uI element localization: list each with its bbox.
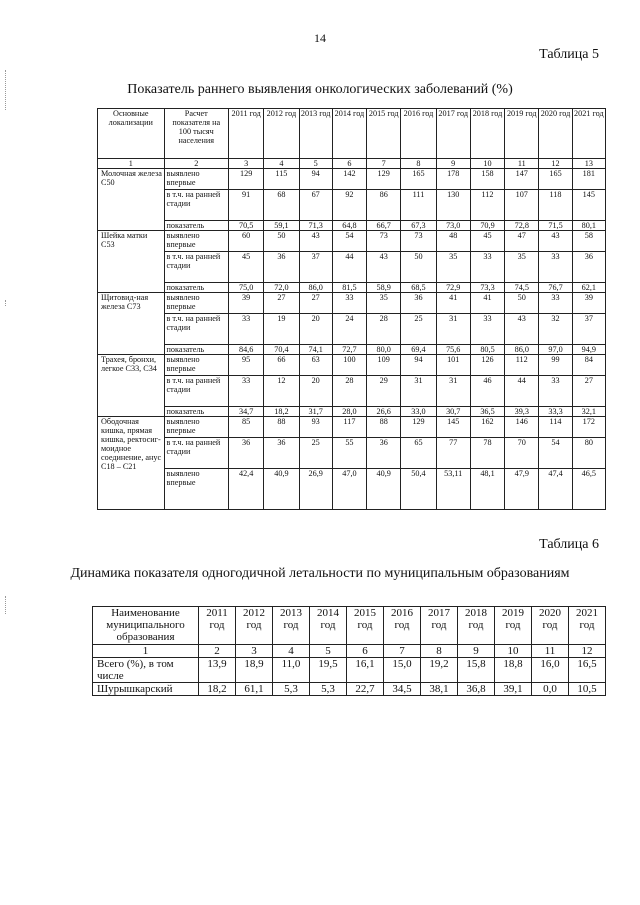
table6-title: Динамика показателя одногодичной летальности по муниципальным образованиям <box>70 566 570 581</box>
calculation-cell: показатель <box>164 221 229 231</box>
column-number-cell: 2 <box>199 645 236 658</box>
value-cell: 0,0 <box>532 683 569 696</box>
value-cell: 35 <box>367 293 401 314</box>
table5-row <box>98 407 606 417</box>
value-cell: 36 <box>264 252 299 283</box>
table6-header-row <box>93 607 606 645</box>
value-cell: 84,6 <box>229 345 264 355</box>
value-cell: 94 <box>299 169 332 190</box>
column-number-cell: 1 <box>93 645 199 658</box>
value-cell: 178 <box>436 169 470 190</box>
table5-row <box>98 252 606 283</box>
value-cell: 27 <box>299 293 332 314</box>
value-cell: 33 <box>470 252 504 283</box>
table6-row <box>93 683 606 696</box>
value-cell: 85 <box>229 417 264 438</box>
table6-header-cell: 2011 год <box>199 607 236 645</box>
value-cell: 74,1 <box>299 345 332 355</box>
value-cell: 60 <box>229 231 264 252</box>
value-cell: 71,3 <box>299 221 332 231</box>
table6-header-cell: 2015 год <box>347 607 384 645</box>
column-number-cell: 2 <box>164 159 229 169</box>
table5-row <box>98 355 606 376</box>
calculation-cell: показатель <box>164 345 229 355</box>
table5-row <box>98 221 606 231</box>
value-cell: 37 <box>572 314 605 345</box>
value-cell: 36 <box>401 293 436 314</box>
table6-header-cell: 2018 год <box>458 607 495 645</box>
value-cell: 70 <box>505 438 539 469</box>
table5-header-cell: 2011 год <box>229 109 264 159</box>
value-cell: 130 <box>436 190 470 221</box>
value-cell: 20 <box>299 376 332 407</box>
value-cell: 39,1 <box>495 683 532 696</box>
column-number-cell: 9 <box>436 159 470 169</box>
value-cell: 75,6 <box>436 345 470 355</box>
value-cell: 75,0 <box>229 283 264 293</box>
value-cell: 97,0 <box>539 345 572 355</box>
value-cell: 11,0 <box>273 658 310 683</box>
value-cell: 29 <box>367 376 401 407</box>
column-number-cell: 12 <box>539 159 572 169</box>
value-cell: 33 <box>332 293 366 314</box>
value-cell: 33,0 <box>401 407 436 417</box>
value-cell: 38,1 <box>421 683 458 696</box>
value-cell: 62,1 <box>572 283 605 293</box>
table6 <box>92 606 606 696</box>
value-cell: 73 <box>367 231 401 252</box>
calculation-cell: выявлено впервые <box>164 293 229 314</box>
value-cell: 111 <box>401 190 436 221</box>
value-cell: 114 <box>539 417 572 438</box>
value-cell: 165 <box>401 169 436 190</box>
value-cell: 36 <box>367 438 401 469</box>
value-cell: 61,1 <box>236 683 273 696</box>
value-cell: 165 <box>539 169 572 190</box>
table5-row <box>98 231 606 252</box>
value-cell: 147 <box>505 169 539 190</box>
column-number-cell: 8 <box>401 159 436 169</box>
value-cell: 31 <box>436 376 470 407</box>
value-cell: 46,5 <box>572 469 605 510</box>
value-cell: 33 <box>470 314 504 345</box>
value-cell: 16,0 <box>532 658 569 683</box>
value-cell: 94 <box>401 355 436 376</box>
calculation-cell: выявлено впервые <box>164 355 229 376</box>
value-cell: 35 <box>436 252 470 283</box>
value-cell: 73,3 <box>470 283 504 293</box>
localization-cell: Трахея, бронхи, легкое С33, С34 <box>98 355 165 417</box>
table5-row <box>98 469 606 510</box>
value-cell: 101 <box>436 355 470 376</box>
value-cell: 86,0 <box>505 345 539 355</box>
value-cell: 16,5 <box>569 658 606 683</box>
value-cell: 15,8 <box>458 658 495 683</box>
value-cell: 43 <box>299 231 332 252</box>
value-cell: 50,4 <box>401 469 436 510</box>
value-cell: 47,4 <box>539 469 572 510</box>
table5 <box>97 108 606 510</box>
value-cell: 69,4 <box>401 345 436 355</box>
value-cell: 145 <box>572 190 605 221</box>
value-cell: 32,1 <box>572 407 605 417</box>
table6-header-cell: 2012 год <box>236 607 273 645</box>
value-cell: 39 <box>572 293 605 314</box>
value-cell: 24 <box>332 314 366 345</box>
value-cell: 45 <box>229 252 264 283</box>
value-cell: 33,3 <box>539 407 572 417</box>
table5-label: Таблица 5 <box>539 47 599 62</box>
value-cell: 72,0 <box>264 283 299 293</box>
value-cell: 100 <box>332 355 366 376</box>
column-number-cell: 12 <box>569 645 606 658</box>
value-cell: 142 <box>332 169 366 190</box>
column-number-cell: 7 <box>367 159 401 169</box>
value-cell: 67,3 <box>401 221 436 231</box>
value-cell: 27 <box>264 293 299 314</box>
value-cell: 36 <box>264 438 299 469</box>
value-cell: 39,3 <box>505 407 539 417</box>
table5-row <box>98 438 606 469</box>
value-cell: 18,2 <box>199 683 236 696</box>
value-cell: 146 <box>505 417 539 438</box>
value-cell: 25 <box>401 314 436 345</box>
table5-number-row <box>98 159 606 169</box>
value-cell: 73 <box>401 231 436 252</box>
table5-header-cell: 2015 год <box>367 109 401 159</box>
table5-header-cell: 2018 год <box>470 109 504 159</box>
table5-row <box>98 190 606 221</box>
value-cell: 70,4 <box>264 345 299 355</box>
value-cell: 43 <box>367 252 401 283</box>
value-cell: 31 <box>401 376 436 407</box>
calculation-cell: в т.ч. на ранней стадии <box>164 314 229 345</box>
table6-row <box>93 658 606 683</box>
value-cell: 26,6 <box>367 407 401 417</box>
column-number-cell: 10 <box>495 645 532 658</box>
value-cell: 77 <box>436 438 470 469</box>
table6-header-cell: 2020 год <box>532 607 569 645</box>
column-number-cell: 3 <box>236 645 273 658</box>
value-cell: 34,5 <box>384 683 421 696</box>
value-cell: 80,0 <box>367 345 401 355</box>
value-cell: 74,5 <box>505 283 539 293</box>
table6-header-cell: 2014 год <box>310 607 347 645</box>
value-cell: 91 <box>229 190 264 221</box>
table6-header-cell: 2017 год <box>421 607 458 645</box>
value-cell: 86,0 <box>299 283 332 293</box>
localization-cell: Щитовид-ная железа С73 <box>98 293 165 355</box>
column-number-cell: 10 <box>470 159 504 169</box>
value-cell: 45 <box>470 231 504 252</box>
value-cell: 181 <box>572 169 605 190</box>
value-cell: 32 <box>539 314 572 345</box>
calculation-cell: выявлено впервые <box>164 231 229 252</box>
value-cell: 115 <box>264 169 299 190</box>
value-cell: 80,1 <box>572 221 605 231</box>
value-cell: 63 <box>299 355 332 376</box>
value-cell: 18,8 <box>495 658 532 683</box>
value-cell: 44 <box>505 376 539 407</box>
value-cell: 72,7 <box>332 345 366 355</box>
value-cell: 66,7 <box>367 221 401 231</box>
table5-row <box>98 293 606 314</box>
table5-header-cell: 2019 год <box>505 109 539 159</box>
value-cell: 37 <box>299 252 332 283</box>
value-cell: 76,7 <box>539 283 572 293</box>
value-cell: 41 <box>436 293 470 314</box>
value-cell: 5,3 <box>310 683 347 696</box>
value-cell: 68 <box>264 190 299 221</box>
table5-header-cell: Основные локализации <box>98 109 165 159</box>
value-cell: 86 <box>367 190 401 221</box>
table5-row <box>98 169 606 190</box>
calculation-cell: выявлено впервые <box>164 469 229 510</box>
scan-margin-mark <box>5 596 8 614</box>
value-cell: 18,2 <box>264 407 299 417</box>
column-number-cell: 11 <box>532 645 569 658</box>
value-cell: 19 <box>264 314 299 345</box>
calculation-cell: выявлено впервые <box>164 417 229 438</box>
municipality-name-cell: Всего (%), в том числе <box>93 658 199 683</box>
value-cell: 126 <box>470 355 504 376</box>
value-cell: 129 <box>401 417 436 438</box>
value-cell: 25 <box>299 438 332 469</box>
value-cell: 39 <box>229 293 264 314</box>
value-cell: 68,5 <box>401 283 436 293</box>
localization-cell: Ободочная кишка, прямая кишка, ректосиг-моидное соединение, анус С18 – С21 <box>98 417 165 510</box>
value-cell: 33 <box>229 376 264 407</box>
value-cell: 53,11 <box>436 469 470 510</box>
localization-cell: Молочная железа С50 <box>98 169 165 231</box>
value-cell: 22,7 <box>347 683 384 696</box>
value-cell: 36 <box>572 252 605 283</box>
table5-header-cell: 2016 год <box>401 109 436 159</box>
value-cell: 31 <box>436 314 470 345</box>
value-cell: 46 <box>470 376 504 407</box>
value-cell: 118 <box>539 190 572 221</box>
value-cell: 5,3 <box>273 683 310 696</box>
table5-row <box>98 283 606 293</box>
column-number-cell: 5 <box>310 645 347 658</box>
value-cell: 71,5 <box>539 221 572 231</box>
value-cell: 59,1 <box>264 221 299 231</box>
column-number-cell: 5 <box>299 159 332 169</box>
column-number-cell: 7 <box>384 645 421 658</box>
table5-row <box>98 314 606 345</box>
value-cell: 50 <box>264 231 299 252</box>
value-cell: 70,5 <box>229 221 264 231</box>
value-cell: 43 <box>539 231 572 252</box>
value-cell: 42,4 <box>229 469 264 510</box>
value-cell: 70,9 <box>470 221 504 231</box>
value-cell: 88 <box>367 417 401 438</box>
value-cell: 72,8 <box>505 221 539 231</box>
value-cell: 12 <box>264 376 299 407</box>
table5-header-cell: 2012 год <box>264 109 299 159</box>
value-cell: 58,9 <box>367 283 401 293</box>
value-cell: 65 <box>401 438 436 469</box>
value-cell: 78 <box>470 438 504 469</box>
value-cell: 36 <box>229 438 264 469</box>
value-cell: 36,5 <box>470 407 504 417</box>
column-number-cell: 6 <box>332 159 366 169</box>
calculation-cell: выявлено впервые <box>164 169 229 190</box>
column-number-cell: 13 <box>572 159 605 169</box>
value-cell: 55 <box>332 438 366 469</box>
value-cell: 47 <box>505 231 539 252</box>
value-cell: 72,9 <box>436 283 470 293</box>
value-cell: 43 <box>505 314 539 345</box>
column-number-cell: 4 <box>273 645 310 658</box>
value-cell: 112 <box>470 190 504 221</box>
value-cell: 31,7 <box>299 407 332 417</box>
value-cell: 47,0 <box>332 469 366 510</box>
value-cell: 40,9 <box>367 469 401 510</box>
column-number-cell: 11 <box>505 159 539 169</box>
value-cell: 73,0 <box>436 221 470 231</box>
value-cell: 40,9 <box>264 469 299 510</box>
value-cell: 41 <box>470 293 504 314</box>
value-cell: 16,1 <box>347 658 384 683</box>
value-cell: 50 <box>401 252 436 283</box>
value-cell: 48,1 <box>470 469 504 510</box>
value-cell: 18,9 <box>236 658 273 683</box>
value-cell: 34,7 <box>229 407 264 417</box>
value-cell: 129 <box>229 169 264 190</box>
value-cell: 44 <box>332 252 366 283</box>
column-number-cell: 4 <box>264 159 299 169</box>
value-cell: 19,2 <box>421 658 458 683</box>
value-cell: 99 <box>539 355 572 376</box>
value-cell: 28 <box>367 314 401 345</box>
calculation-cell: показатель <box>164 407 229 417</box>
value-cell: 15,0 <box>384 658 421 683</box>
table6-header-cell: Наименование муниципального образования <box>93 607 199 645</box>
table5-row <box>98 345 606 355</box>
value-cell: 145 <box>436 417 470 438</box>
calculation-cell: в т.ч. на ранней стадии <box>164 252 229 283</box>
value-cell: 84 <box>572 355 605 376</box>
table6-number-row <box>93 645 606 658</box>
column-number-cell: 3 <box>229 159 264 169</box>
scan-margin-mark <box>5 300 8 306</box>
value-cell: 107 <box>505 190 539 221</box>
value-cell: 81,5 <box>332 283 366 293</box>
value-cell: 19,5 <box>310 658 347 683</box>
municipality-name-cell: Шурышкарский <box>93 683 199 696</box>
calculation-cell: в т.ч. на ранней стадии <box>164 376 229 407</box>
table5-header-cell: 2014 год <box>332 109 366 159</box>
value-cell: 28,0 <box>332 407 366 417</box>
column-number-cell: 9 <box>458 645 495 658</box>
table6-label: Таблица 6 <box>539 537 599 552</box>
value-cell: 95 <box>229 355 264 376</box>
value-cell: 93 <box>299 417 332 438</box>
value-cell: 129 <box>367 169 401 190</box>
table5-row <box>98 417 606 438</box>
value-cell: 117 <box>332 417 366 438</box>
calculation-cell: в т.ч. на ранней стадии <box>164 190 229 221</box>
value-cell: 92 <box>332 190 366 221</box>
value-cell: 112 <box>505 355 539 376</box>
table6-header-cell: 2019 год <box>495 607 532 645</box>
table5-header-cell: Расчет показателя на 100 тысяч населения <box>164 109 229 159</box>
value-cell: 33 <box>539 293 572 314</box>
table5-header-cell: 2020 год <box>539 109 572 159</box>
value-cell: 28 <box>332 376 366 407</box>
value-cell: 33 <box>229 314 264 345</box>
value-cell: 172 <box>572 417 605 438</box>
table5-header-row <box>98 109 606 159</box>
column-number-cell: 1 <box>98 159 165 169</box>
value-cell: 94,9 <box>572 345 605 355</box>
localization-cell: Шейка матки С53 <box>98 231 165 293</box>
value-cell: 64,8 <box>332 221 366 231</box>
table5-row <box>98 376 606 407</box>
value-cell: 26,9 <box>299 469 332 510</box>
value-cell: 13,9 <box>199 658 236 683</box>
value-cell: 33 <box>539 252 572 283</box>
page-number: 14 <box>314 31 326 45</box>
value-cell: 33 <box>539 376 572 407</box>
value-cell: 54 <box>332 231 366 252</box>
value-cell: 36,8 <box>458 683 495 696</box>
value-cell: 67 <box>299 190 332 221</box>
value-cell: 162 <box>470 417 504 438</box>
value-cell: 30,7 <box>436 407 470 417</box>
column-number-cell: 6 <box>347 645 384 658</box>
calculation-cell: в т.ч. на ранней стадии <box>164 438 229 469</box>
value-cell: 54 <box>539 438 572 469</box>
value-cell: 47,9 <box>505 469 539 510</box>
value-cell: 158 <box>470 169 504 190</box>
value-cell: 80,5 <box>470 345 504 355</box>
table6-header-cell: 2016 год <box>384 607 421 645</box>
value-cell: 27 <box>572 376 605 407</box>
value-cell: 58 <box>572 231 605 252</box>
value-cell: 109 <box>367 355 401 376</box>
table5-header-cell: 2013 год <box>299 109 332 159</box>
value-cell: 48 <box>436 231 470 252</box>
value-cell: 20 <box>299 314 332 345</box>
table5-header-cell: 2017 год <box>436 109 470 159</box>
table5-header-cell: 2021 год <box>572 109 605 159</box>
value-cell: 10,5 <box>569 683 606 696</box>
value-cell: 66 <box>264 355 299 376</box>
table6-header-cell: 2013 год <box>273 607 310 645</box>
column-number-cell: 8 <box>421 645 458 658</box>
table5-title: Показатель раннего выявления онкологических заболеваний (%) <box>127 82 513 97</box>
value-cell: 50 <box>505 293 539 314</box>
table6-header-cell: 2021 год <box>569 607 606 645</box>
calculation-cell: показатель <box>164 283 229 293</box>
value-cell: 88 <box>264 417 299 438</box>
value-cell: 35 <box>505 252 539 283</box>
value-cell: 80 <box>572 438 605 469</box>
